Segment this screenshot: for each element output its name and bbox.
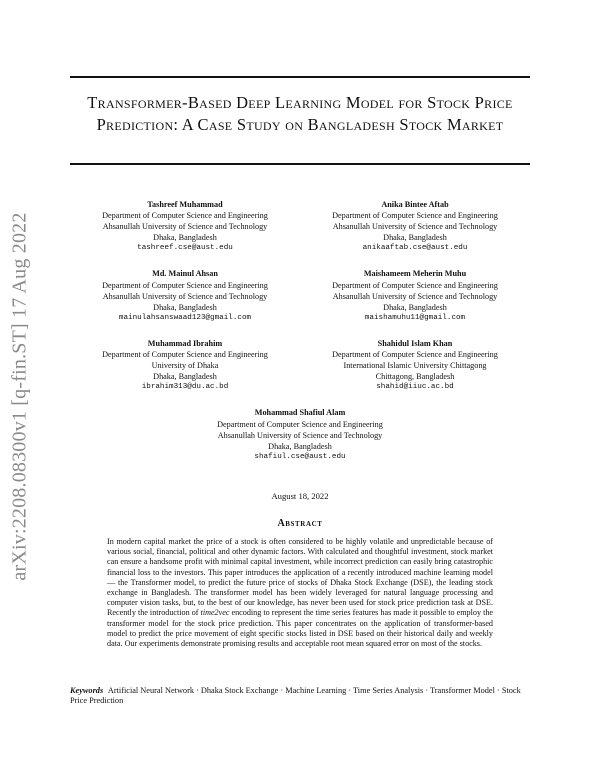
author-department: Department of Computer Science and Engineering — [332, 211, 498, 221]
author-entry — [70, 268, 300, 323]
abstract-text-part-1: In modern capital market the price of a stock is often considered to be highly volatile and unpredictable because of various social, financial, political and other dynamic factors. With calculated and thoughtful investment, stock market can ensure a handsome profit with minimal capital investment, while incorrect prediction can easily bring catastrophic financial loss to the investors. This paper introduces the application of a recently introduced machine learning model — the Transformer model, to predict the future price of stocks of Dhaka Stock Exchange (DSE), the leading stock exchange in Bangladesh. The transformer model has been widely leveraged for natural language processing and computer vision tasks, but, to the best of our knowledge, has never been used for stock price prediction task at DSE. Recently the introduction of — [107, 537, 493, 618]
author-name: Mohammad Shafiul Alam — [254, 408, 346, 418]
author-name: Shahidul Islam Khan — [377, 338, 453, 348]
author-institution: Ahsanullah University of Science and Technology — [102, 291, 268, 301]
author-institution: International Islamic University Chittagong — [343, 361, 487, 371]
author-email: shahid@iiuc.ac.bd — [376, 383, 454, 392]
author-block — [70, 199, 530, 463]
abstract-text-part-2: encoding to represent the time series features has made it possible to employ the transformer model for the stock price prediction. This paper concentrates on the application of transformer-based model to predict the price movement of eight specific stocks listed in DSE based on their historical daily and weekly data. Our experiments demonstrate promising results and acceptable root mean squared error on most of the stocks. — [107, 608, 493, 649]
keywords-label: Keywords — [70, 686, 104, 695]
author-entry — [300, 199, 530, 254]
keywords-section — [70, 686, 530, 707]
author-department: Department of Computer Science and Engineering — [102, 280, 268, 290]
author-department: Department of Computer Science and Engineering — [102, 350, 268, 360]
title-top-rule — [70, 76, 530, 78]
publication-date: August 18, 2022 — [271, 491, 329, 501]
author-email: maishamuhu11@gmail.com — [364, 313, 466, 322]
author-location: Dhaka, Bangladesh — [383, 233, 447, 243]
author-email: ibrahim313@du.ac.bd — [141, 383, 229, 392]
author-location: Dhaka, Bangladesh — [153, 233, 217, 243]
author-email: mainulahsanswaad123@gmail.com — [118, 313, 252, 322]
author-institution: Ahsanullah University of Science and Technology — [102, 222, 268, 232]
author-location: Chittagong, Bangladesh — [375, 372, 455, 382]
abstract-emphasis: time2vec — [200, 608, 230, 618]
author-email: tashreef.cse@aust.edu — [137, 244, 233, 253]
author-department: Department of Computer Science and Engineering — [217, 419, 383, 429]
author-email: anikaaftab.cse@aust.edu — [362, 244, 468, 253]
author-institution: University of Dhaka — [151, 361, 219, 371]
author-name: Muhammad Ibrahim — [147, 338, 223, 348]
title-bottom-rule — [70, 163, 530, 165]
author-institution: Ahsanullah University of Science and Technology — [332, 222, 498, 232]
author-department: Department of Computer Science and Engineering — [332, 350, 498, 360]
abstract-text — [107, 537, 493, 649]
author-entry — [300, 268, 530, 323]
arxiv-identifier-text: arXiv:2208.08300v1 [q-fin.ST] 17 Aug 2022 — [8, 211, 31, 581]
author-name: Md. Mainul Ahsan — [152, 269, 218, 279]
keywords-list: Artificial Neural Network · Dhaka Stock Exchange · Machine Learning · Time Series Analysis · Transformer Model · Stock Price Prediction — [70, 686, 521, 706]
author-name: Anika Bintee Aftab — [381, 200, 449, 209]
author-institution: Ahsanullah University of Science and Technology — [332, 291, 498, 301]
author-entry — [185, 407, 415, 462]
author-name: Tashreef Muhammad — [147, 200, 223, 209]
arxiv-identifier-stamp — [2, 196, 38, 596]
author-location: Dhaka, Bangladesh — [383, 302, 447, 312]
author-location: Dhaka, Bangladesh — [153, 302, 217, 312]
author-department: Department of Computer Science and Engineering — [332, 280, 498, 290]
author-entry — [300, 338, 530, 393]
paper-title: Transformer-Based Deep Learning Model for Stock Price Prediction: A Case Study on Bangladesh Stock Market — [87, 93, 513, 134]
author-entry — [70, 338, 300, 393]
author-institution: Ahsanullah University of Science and Technology — [217, 430, 383, 440]
author-entry — [70, 199, 300, 254]
author-email: shafiul.cse@aust.edu — [254, 452, 346, 461]
author-location: Dhaka, Bangladesh — [268, 441, 332, 451]
author-department: Department of Computer Science and Engineering — [102, 211, 268, 221]
abstract-heading: Abstract — [277, 518, 323, 529]
author-name: Maishameem Meherin Muhu — [363, 269, 467, 279]
author-location: Dhaka, Bangladesh — [153, 372, 217, 382]
